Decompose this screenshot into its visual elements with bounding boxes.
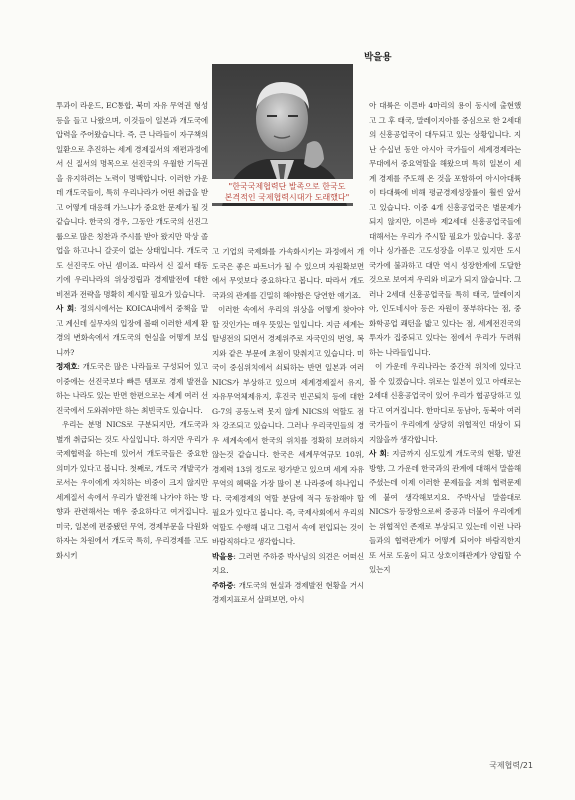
body-paragraph (56, 99, 208, 302)
caption-line-2: 본격적인 국제협력시대가 도래했다" (224, 193, 350, 202)
body-paragraph (369, 360, 521, 447)
page-footer: 국제협력/21 (489, 761, 533, 770)
paragraph-text: 우리는 분명 NICS로 구분되지만, 개도국과 별개 취급되는 것도 사실입니다. 하지만 우리가 국제협력을 하는데 있어서 개도국들은 중요한 의미가 있다고 봅니다. 첫째로, 개도국 개발국가로서는 우이에게 자치하는 비중이 크지 않지만 세계질서 속에서 우리가 발전해 나가야 하는 방향과 관련해서는 매우 중요하다고 여겨집니다. 미국, 일본에 편중됐던 무역, 경제부문을 다원화 하자는 차원에서 개도국 특히, 우리경제를 고도화시키 (56, 420, 208, 560)
paragraph-text: 이 가운데 우리나라는 중간적 위치에 있다고 볼 수 있겠습니다. 위로는 일본이 있고 아래로는 2세대 신흥공업국이 있어 우리가 협공당하고 있다고 여겨집니다. 한마디로 동남아, 동북아 여러국가들이 우리에게 상당히 위협적인 대상이 되지않을까 생각합니다. (369, 362, 521, 444)
text-column-3 (369, 99, 521, 757)
paragraph-text: 아 대륙은 이른바 4마리의 용이 동시에 출현했고 그 후 태국, 말레이지아를 중심으로 한 2세대의 신흥공업국이 대두되고 있는 상황입니다. 지난 수십년 동안 아시아 국가들이 세계경제라는 무대에서 중요역할을 해왔으며 특히 일본이 세계 경제를 주도해 온 것을 포함하여 아시아대륙이 타대륙에 비해 평균경제성장률이 훨씬 앞서고 있습니다. 이중 4개 신흥공업국은 별문제가 되지 않지만, 이른바 제2세대 신흥공업국들에 대해서는 우리가 주시할 필요가 있습니다. 홍콩이나 싱가폴은 고도성장을 이루고 있지만 도시국가에 불과하고 대만 역시 성장한계에 도달한 것으로 보여져 우리와 비교가 되지 않습니다. 그러나 2세대 신흥공업국들 특히 태국, 말레이지아, 인도네시아 등은 자원이 풍부하다는 점, 중화학공업 쾌턴을 밟고 있다는 점, 세계전진국의 투자가 집중되고 있다는 점에서 우리가 두려워하는 나라들입니다. (369, 101, 521, 357)
speaker-label: 사 회 (56, 304, 74, 313)
text-column-1 (56, 99, 208, 757)
paragraph-text: 고 기업의 국제화를 가속화시키는 과정에서 개도국은 좋은 파트너가 될 수 있으며 자원확보면에서 무엇보다 중요하다고 봅니다. 따라서 개도국과의 관계를 긴밀히 해야함은 당연한 얘기죠. (212, 247, 364, 300)
speaker-label: 사 회 (369, 449, 387, 458)
dialogue-paragraph (212, 579, 364, 608)
paragraph-text: 이러한 속에서 우리의 위상을 어떻게 찾아야 할 것인가는 매우 뜻있는 일입니다. 지금 세계는 탈냉전의 되면서 경제위주로 자국민의 번영, 복지와 같은 부문에 초점이 맞춰지고 있습니다. 미국이 중심위치에서 쇠퇴하는 반면 일본과 여러 NICS가 부상하고 있으며 세계경제질서 유지, 자유무역체제유지, 후진국 빈곤퇴치 등에 대한 G-7의 공동노력 못지 않게 NICS의 역할도 점차 강조되고 있습니다. 그러나 우리국민들의 경우 세계속에서 한국의 위치를 정확히 보려하지 않는것 같습니다. 한국은 세계무역규모 10위, 경제력 13위 정도로 평가받고 있으며 세계 자유무역의 혜택을 가장 많이 본 나라중에 하나입니다. 국제경제의 역할 분담에 적극 동참해야 할 필요가 있다고 봅니다. 즉, 국제사회에서 우리의 역할도 수행해 내고 그럼서 속에 편입되는 것이 바람직하다고 생각합니다. (212, 305, 364, 546)
body-paragraph (56, 418, 208, 563)
speaker-name: 박을용 (364, 52, 392, 63)
text-column-2 (212, 245, 364, 757)
photo-caption (212, 179, 362, 203)
paragraph-text: : 정의시에서는 KOICA내에서 중책을 맡고 계신데 실무자의 입장에 볼때 이러한 세계 환경의 변화속에서 개도국의 현실을 어떻게 보십니까? (56, 304, 208, 357)
speaker-label: 주하중 (212, 580, 234, 590)
paragraph-text: : 개도국은 많은 나라들로 구성되어 있고 이중에는 선진국보다 빠른 템포로 경제 발전을 하는 나라도 있는 반면 한편으로는 세계 여러 선진국에서 도와줘야만 하는 최빈국도 있습니다. (56, 362, 208, 415)
dialogue-paragraph (369, 447, 521, 578)
paragraph-text: 투과이 라운드, EC통합, 북미 자유 무역권 형성 등을 들고 나왔으며, 이것들이 일본과 개도국에 압력을 주어왔습니다. 즉, 큰 나라들이 자구책의 일환으로 추진하는 세계 경제질서의 재편과정에서 신 질서의 명목으로 선진국의 우월한 기득권을 유지하려는 노력이 명백합니다. 이러한 가운데 개도국들이, 특히 우리나라가 어떤 취급을 받고 어떻게 대응해 가느냐가 중요한 문제가 될 것 같습니다. 한국의 경우, 그동안 개도국의 선진그룹으로 많은 칭찬과 주시를 받아 왔지만 막상 졸업을 하고나니 갈곳이 없는 상태입니다. 개도국도 선진국도 아닌 셈이죠. 따라서 신 질서 태동기에 우리나라의 위상정립과 경제발전에 대한 비전과 전략을 명확히 제시할 필요가 있습니다. (56, 101, 208, 299)
speaker-label: 박을용 (212, 551, 234, 561)
dialogue-paragraph (56, 360, 208, 418)
dialogue-paragraph (56, 302, 208, 360)
body-paragraph (369, 99, 521, 360)
body-paragraph (212, 303, 364, 550)
speaker-label: 정재호 (56, 362, 78, 371)
caption-line-1: "한국국제협력단 발족으로 한국도 (228, 182, 346, 191)
dialogue-paragraph (212, 550, 364, 579)
paragraph-text: : 지금까지 심도있게 개도국의 현황, 발전방향, 그 가운데 한국과의 관계에 대해서 말씀해 주셨는데 이제 이러한 문제들을 저희 협력문제에 붙여 생각해보지요. 주박사님 말씀대로 NICS가 등장함으로써 중공과 더불어 우리에게는 위협적인 존재로 부상되고 있는데 이런 나라들과의 협력관계가 어떻게 되어야 바람직한지 또 서로 도움이 되고 상호이해관계가 양립할 수 있는지 (369, 449, 522, 574)
paragraph-text: : 그러면 주하중 박사님의 의견은 어떠신지요. (212, 551, 364, 575)
paragraph-text: : 개도국의 현실과 경제발전 현황을 거시경제지표로서 살펴보면, 아시 (212, 580, 364, 604)
body-paragraph (212, 245, 364, 303)
